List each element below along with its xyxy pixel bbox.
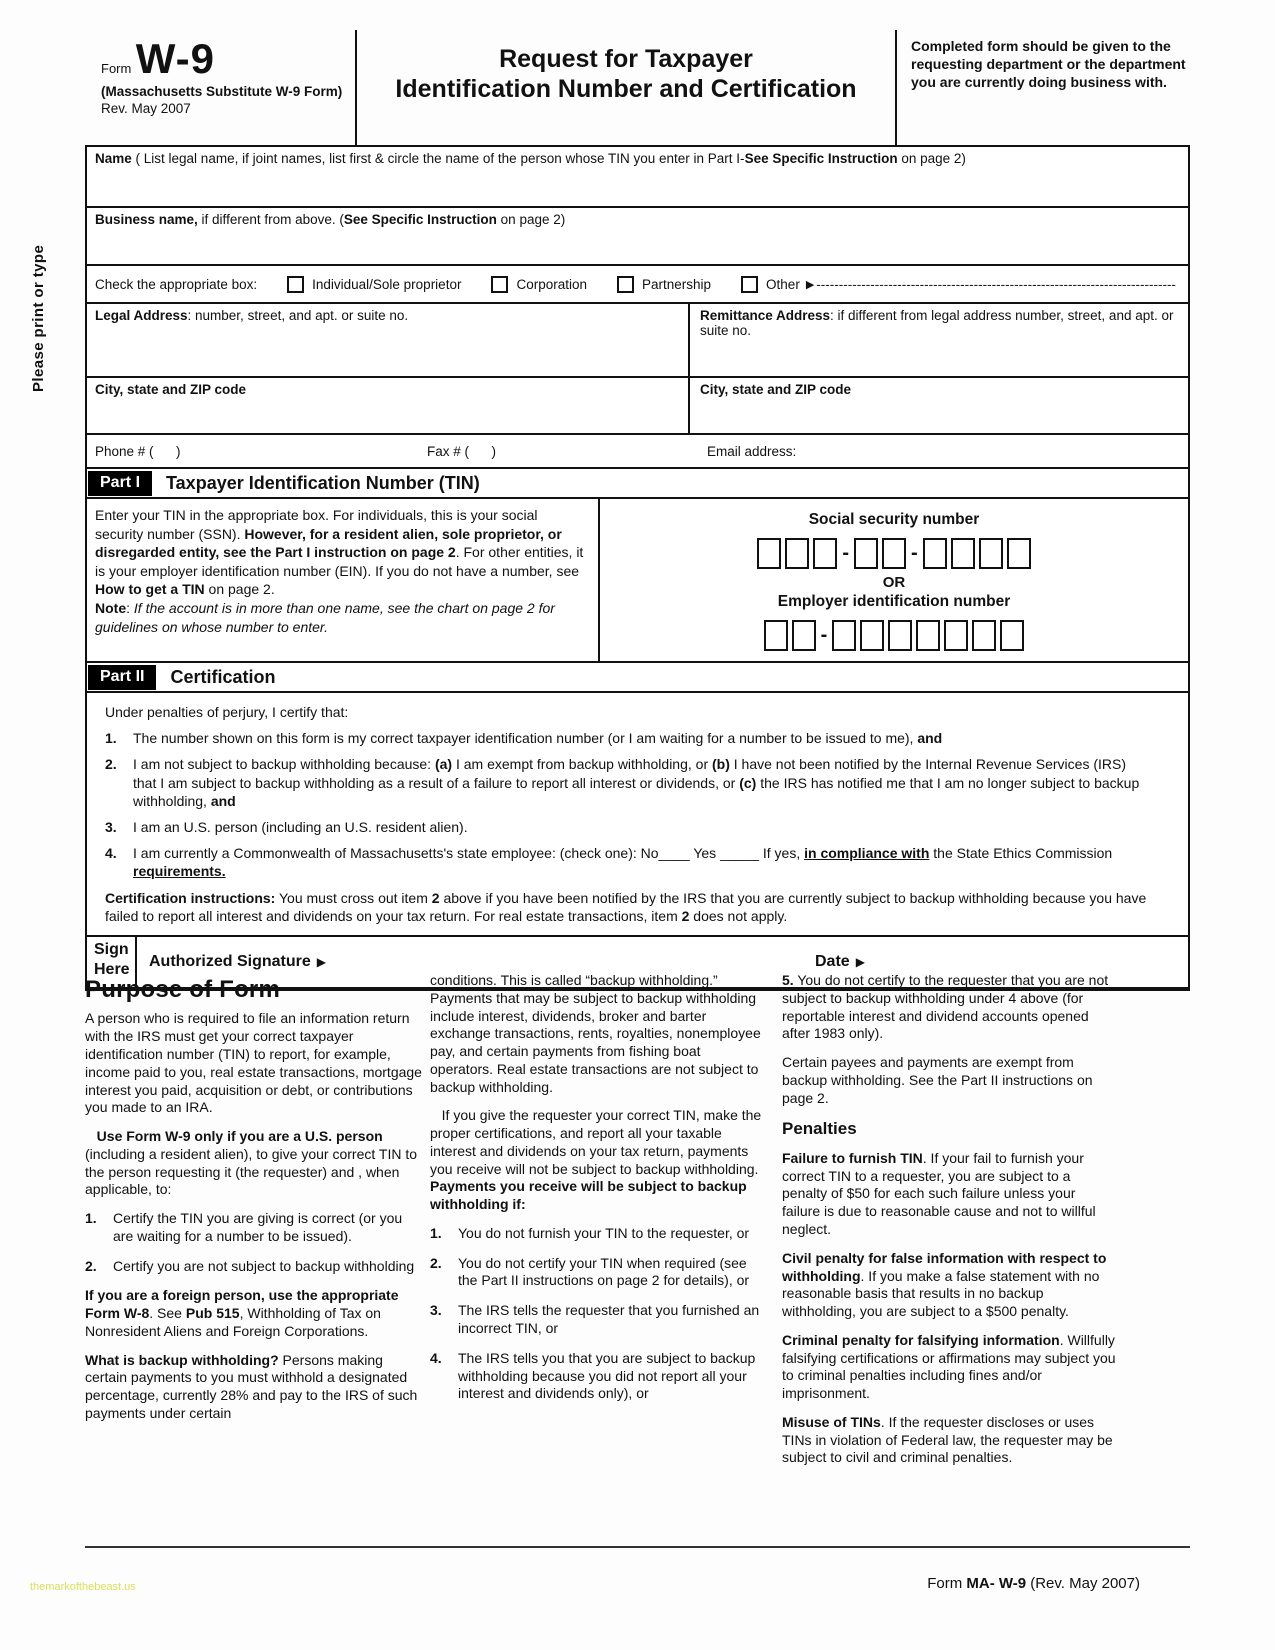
part1-instructions-text: Enter your TIN in the appropriate box. For individuals, this is your social security number (SSN). However, for a resident alien, sole proprietor, or disregarded entity, see the Part I instruction on page 2. For other entities, it is your employer identification number (EIN). If you do not have a number, see How to get a TIN on page 2.: [95, 507, 584, 598]
form-table: [85, 145, 1190, 991]
form-number: W-9: [135, 35, 215, 82]
business-name-row: [87, 206, 1188, 264]
part1-instructions: [87, 499, 600, 661]
form-title: [357, 30, 897, 145]
tin-digit-box[interactable]: [882, 538, 906, 569]
name-input-area[interactable]: [95, 166, 1180, 194]
fax-field[interactable]: Fax # ( ): [427, 443, 497, 459]
middle-paragraph-1: conditions. This is called “backup withholding.” Payments that may be subject to backup withholding include interest, dividends, broker and barter exchange transactions, rents, royalties, nonemployee pay, and certain payments from fishing boat operators. Real estate transactions are not subject to backup withholding.: [430, 972, 761, 1095]
item-number: 1.: [105, 730, 117, 747]
purpose-heading: Purpose of Form: [85, 976, 281, 1003]
city-left-cell[interactable]: [87, 378, 690, 433]
purpose-paragraph-1: A person who is required to file an information return with the IRS must get your correct taxpayer identification number (TIN) to report, for example, income paid to you, real estate transactions, mortgage interest you paid, acquisition or debt, or contributions you made to an IRA.: [85, 1010, 422, 1116]
city-right-label: City, state and ZIP code: [700, 382, 852, 397]
item-text: I am an U.S. person (including an U.S. resident alien).: [133, 818, 468, 835]
date-arrow-icon: ▶: [855, 954, 865, 969]
tin-digit-box[interactable]: [785, 538, 809, 569]
form-word: Form: [101, 61, 132, 76]
checkbox-individual-label: Individual/Sole proprietor: [312, 276, 462, 292]
ein-label: Employer identification number: [777, 593, 1011, 610]
checkbox-corporation-label: Corporation: [516, 276, 587, 292]
signature-arrow-icon: ▶: [316, 954, 327, 969]
certification-item-3: [105, 818, 1148, 836]
part1-body: [87, 499, 1188, 661]
purpose-paragraph-3: If you are a foreign person, use the appropriate Form W-8. See Pub 515, Withholding of Tax on Nonresident Aliens and Foreign Corporations.: [85, 1287, 399, 1339]
bottom-rule: [85, 1546, 1190, 1548]
tin-digit-box[interactable]: [1000, 620, 1024, 651]
certification-intro: Under penalties of perjury, I certify that:: [105, 704, 349, 720]
part1-header-bar: [87, 467, 1188, 499]
checkbox-partnership-label: Partnership: [642, 276, 712, 292]
tin-digit-box[interactable]: [860, 620, 884, 651]
business-name-input-area[interactable]: [95, 227, 1180, 253]
tin-digit-box[interactable]: [888, 620, 912, 651]
item-number: 4.: [105, 845, 117, 862]
form-title-line1: Request for Taxpayer: [499, 45, 753, 73]
penalty-misuse: Misuse of TINs. If the requester discloses or uses TINs in violation of Federal law, the requester may be subject to civil and criminal penalties.: [782, 1413, 1113, 1466]
item-number: 2.: [105, 756, 117, 773]
tin-digit-box[interactable]: [854, 538, 878, 569]
name-label: Name ( List legal name, if joint names, list first & circle the name of the person whose TIN you enter in Part I-See Specific Instruction on page 2): [95, 151, 966, 166]
tin-digit-box[interactable]: [1007, 538, 1031, 569]
contact-row: [87, 433, 1188, 467]
sign-here-label: Sign Here: [87, 937, 137, 987]
checkbox-partnership[interactable]: [617, 276, 634, 293]
city-left-label: City, state and ZIP code: [95, 382, 247, 397]
business-name-label: Business name, if different from above. (See Specific Instruction on page 2): [95, 212, 566, 227]
email-field[interactable]: Email address:: [707, 443, 797, 459]
purpose-paragraph-4: What is backup withholding? Persons making certain payments to you must withhold a designated percentage, currently 28% and pay to the IRS of such payments under certain: [85, 1351, 418, 1422]
ein-boxes: [600, 620, 1188, 651]
tin-dash: -: [820, 624, 828, 646]
right-paragraph-exempt: Certain payees and payments are exempt from backup withholding. See the Part II instructions on page 2.: [782, 1054, 1093, 1106]
tin-digit-box[interactable]: [813, 538, 837, 569]
legal-address-cell[interactable]: [87, 304, 690, 376]
penalty-civil: Civil penalty for false information with respect to withholding. If you make a false statement with no reasonable basis that results in no backup withholding, you are subject to a $500 penalty.: [782, 1249, 1107, 1320]
entity-type-label: Check the appropriate box:: [95, 276, 258, 292]
item-text: The number shown on this form is my correct taxpayer identification number (or I am waiting for a number to be issued to me), and: [133, 730, 943, 747]
purpose-column: [85, 975, 422, 1434]
item-text[interactable]: I am currently a Commonwealth of Massachusetts's state employee: (check one): No____ Yes _____ If yes, in compliance with the State Ethics Commission requirements.: [133, 845, 1113, 880]
remittance-address-label: Remittance Address: if different from legal address number, street, and apt. or suite no.: [700, 308, 1174, 338]
part2-label: Part II: [88, 665, 156, 690]
form-title-line2: Identification Number and Certification: [395, 75, 857, 103]
item-text: I am not subject to backup withholding because: (a) I am exempt from backup withholding, or (b) I have not been notified by the Internal Revenue Services (IRS) that I am subject to backup withholding as a result of a failure to report all interest or dividends, or (c) the IRS has notified me that I am no longer subject to backup withholding, and: [133, 756, 1140, 809]
middle-column: [430, 972, 763, 1415]
form-header: [85, 30, 1190, 145]
tin-digit-box[interactable]: [944, 620, 968, 651]
form-id-block: [85, 30, 357, 145]
name-row: [87, 147, 1188, 206]
middle-item-4: 4. The IRS tells you that you are subject to backup withholding because you did not report all your interest and dividends only), or: [430, 1349, 756, 1402]
phone-field[interactable]: Phone # ( ): [95, 443, 181, 459]
legal-address-label: Legal Address: number, street, and apt. or suite no.: [95, 308, 409, 323]
checkbox-corporation[interactable]: [491, 276, 508, 293]
footer-form-id: Form MA- W-9 (Rev. May 2007): [927, 1575, 1140, 1592]
certification-item-4: [105, 844, 1148, 880]
middle-item-2: 2. You do not certify your TIN when required (see the Part II instructions on page 2 for details), or: [430, 1254, 750, 1289]
part2-title: Certification: [170, 666, 276, 687]
tin-digit-box[interactable]: [832, 620, 856, 651]
address-row: [87, 302, 1188, 376]
authorized-signature-label: Authorized Signature: [149, 952, 311, 970]
print-or-type-side-label: Please print or type: [30, 244, 47, 392]
ssn-boxes: [600, 538, 1188, 569]
purpose-item-2: 2. Certify you are not subject to backup withholding: [85, 1257, 415, 1274]
city-row: [87, 376, 1188, 433]
tin-digit-box[interactable]: [923, 538, 947, 569]
form-revision: Rev. May 2007: [101, 101, 191, 116]
certification-item-1: [105, 729, 1148, 747]
remittance-address-cell[interactable]: [690, 304, 1188, 376]
part2-header-bar: [87, 661, 1188, 693]
tin-digit-box[interactable]: [979, 538, 1003, 569]
part1-title: Taxpayer Identification Number (TIN): [166, 472, 480, 493]
tin-digit-box[interactable]: [972, 620, 996, 651]
middle-item-1: 1. You do not furnish your TIN to the requester, or: [430, 1224, 750, 1241]
other-arrow-icon: ▶: [805, 278, 815, 291]
purpose-paragraph-2: Use Form W-9 only if you are a U.S. person (including a resident alien), to give your correct TIN to the person requesting it (the requester) and , when applicable, to:: [85, 1128, 418, 1198]
right-column: [782, 972, 1117, 1478]
tin-dash: -: [911, 542, 918, 564]
tin-digit-box[interactable]: [792, 620, 816, 651]
tin-entry-area: [600, 499, 1188, 661]
date-label: Date: [815, 952, 850, 970]
checkbox-individual-sole-proprietor[interactable]: [287, 276, 304, 293]
entity-type-row: [87, 264, 1188, 302]
right-paragraph-5: 5. You do not certify to the requester that you are not subject to backup withholding under 4 above (for reportable interest and dividend accounts opened after 1983 only).: [782, 972, 1109, 1042]
form-header-note: Completed form should be given to the requesting department or the department you are currently doing business with.: [911, 38, 1186, 90]
purpose-item-1: 1. Certify the TIN you are giving is correct (or you are waiting for a number to be issued).: [85, 1210, 403, 1244]
middle-item-3: 3. The IRS tells the requester that you furnished an incorrect TIN, or: [430, 1302, 760, 1337]
part1-label: Part I: [88, 471, 152, 496]
form-subtitle: (Massachusetts Substitute W-9 Form): [101, 84, 343, 99]
checkbox-other-label: Other: [766, 276, 800, 292]
penalty-failure-to-furnish: Failure to furnish TIN. If your fail to furnish your correct TIN to a requester, you are subject to a penalty of $50 for each such failure unless your failure is due to reasonable cause and not to willful neglect.: [782, 1149, 1096, 1237]
checkbox-other[interactable]: [741, 276, 758, 293]
tin-dash: -: [842, 542, 849, 564]
item-number: 3.: [105, 818, 117, 835]
certification-item-2: [105, 755, 1148, 810]
tin-digit-box[interactable]: [951, 538, 975, 569]
penalties-heading: Penalties: [782, 1119, 857, 1139]
certification-instructions: Certification instructions: You must cross out item 2 above if you have been notified by the IRS that you are currently subject to backup withholding because you have failed to report all interest and dividends on your tax return. For real estate transactions, item 2 does not apply.: [105, 889, 1147, 924]
watermark-text: themarkofthebeast.us: [30, 1581, 136, 1593]
tin-digit-box[interactable]: [764, 620, 788, 651]
middle-paragraph-2: If you give the requester your correct TIN, make the proper certifications, and report all your taxable interest and dividends on your tax return, payments you receive will not be subject to backup withholding. Payments you receive will be subject to backup withholding if:: [430, 1107, 762, 1213]
part1-note: Note: If the account is in more than one name, see the chart on page 2 for guidelines on whose number to enter.: [95, 600, 555, 635]
other-fill-line[interactable]: --------------------------------------------------------------------------------: [816, 276, 1176, 292]
or-label: OR: [882, 574, 906, 591]
penalty-criminal: Criminal penalty for falsifying information. Willfully falsifying certifications or affirmations may subject you to criminal penalties including fines and/or imprisonment.: [782, 1331, 1116, 1402]
part2-body: [87, 693, 1188, 935]
tin-digit-box[interactable]: [757, 538, 781, 569]
city-right-cell[interactable]: [690, 378, 1188, 433]
tin-digit-box[interactable]: [916, 620, 940, 651]
ssn-label: Social security number: [808, 511, 980, 528]
